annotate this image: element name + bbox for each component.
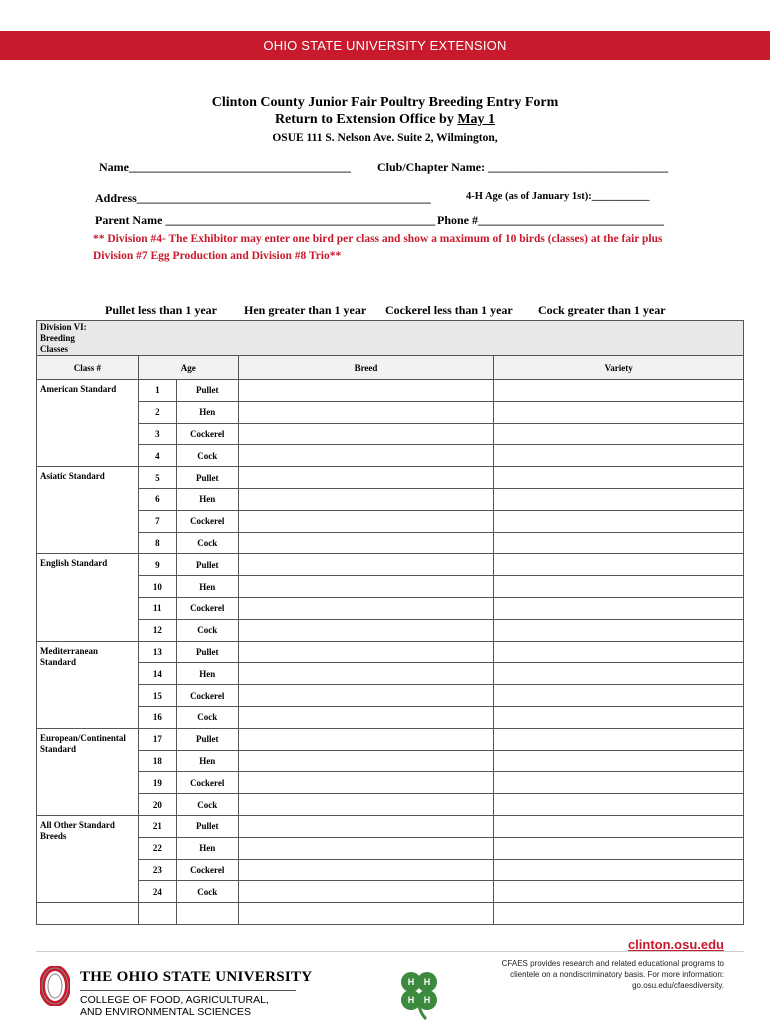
age-label: Cockerel [176,859,238,881]
table-row [37,423,744,445]
age-label: Hen [176,837,238,859]
university-rule [80,990,296,991]
breed-input-cell[interactable] [238,706,494,728]
table-row [37,597,744,619]
breed-input-cell[interactable] [238,423,494,445]
age-label: Cock [176,706,238,728]
table-row [37,619,744,641]
table-row [37,706,744,728]
breed-input-cell[interactable] [238,750,494,772]
breed-input-cell[interactable] [238,859,494,881]
entry-table [36,320,744,925]
age-label: Pullet [176,467,238,489]
age-label: Cockerel [176,597,238,619]
class-number: 4 [138,445,176,467]
breed-input-cell[interactable] [238,554,494,576]
class-group-label: English Standard [37,554,139,641]
table-row [37,663,744,685]
empty-cell[interactable] [494,903,744,925]
table-row [37,532,744,554]
empty-cell[interactable] [238,903,494,925]
class-group-label: Mediterranean Standard [37,641,139,728]
empty-cell[interactable] [138,903,176,925]
breed-input-cell[interactable] [238,532,494,554]
svg-text:H: H [423,995,431,1005]
breed-input-cell[interactable] [238,597,494,619]
return-date: May 1 [457,112,496,127]
breed-input-cell[interactable] [238,663,494,685]
age-label: Pullet [176,641,238,663]
table-row [37,859,744,881]
age-label: Hen [176,663,238,685]
disclaimer-text: CFAES provides research and related educational programs to clientele on a nondiscriminatory basis. For more information: go.osu.edu/cfaesdiversity. [501,959,724,990]
table-row [37,554,744,576]
age-label: Pullet [176,554,238,576]
age-label: Cock [176,881,238,903]
breed-input-cell[interactable] [238,576,494,598]
breed-input-cell[interactable] [238,794,494,816]
breed-input-cell[interactable] [238,445,494,467]
age-label: Cock [176,619,238,641]
variety-input-cell[interactable] [494,837,744,859]
class-number: 24 [138,881,176,903]
variety-input-cell[interactable] [494,423,744,445]
variety-input-cell[interactable] [494,728,744,750]
breed-input-cell[interactable] [238,380,494,402]
variety-input-cell[interactable] [494,380,744,402]
age-label: Hen [176,750,238,772]
age-label: Cockerel [176,423,238,445]
variety-input-cell[interactable] [494,510,744,532]
class-heading-cockerel: Cockerel less than 1 year [385,303,513,317]
age-label: Cockerel [176,772,238,794]
svg-text:H: H [407,995,415,1005]
variety-input-cell[interactable] [494,445,744,467]
class-number: 8 [138,532,176,554]
college-line-2: AND ENVIRONMENTAL SCIENCES [80,1006,251,1018]
class-number: 23 [138,859,176,881]
return-prefix: Return to Extension Office by [274,112,458,127]
division-row [37,321,744,356]
table-row [37,794,744,816]
table-row [37,401,744,423]
class-number: 7 [138,510,176,532]
variety-input-cell[interactable] [494,685,744,707]
form-title: Clinton County Junior Fair Poultry Breeding Entry Form [211,95,559,110]
variety-input-cell[interactable] [494,554,744,576]
variety-input-cell[interactable] [494,815,744,837]
name-field[interactable]: Name_____________________________________ [99,160,351,174]
class-heading-cock: Cock greater than 1 year [538,303,666,317]
variety-input-cell[interactable] [494,467,744,489]
table-row [37,510,744,532]
class-number: 16 [138,706,176,728]
variety-input-cell[interactable] [494,532,744,554]
table-row [37,488,744,510]
class-number: 10 [138,576,176,598]
class-heading-hen: Hen greater than 1 year [244,303,367,317]
table-row [37,576,744,598]
class-number: 3 [138,423,176,445]
class-heading-pullet: Pullet less than 1 year [105,303,217,317]
university-name: THE OHIO STATE UNIVERSITY [80,969,313,985]
return-instruction [0,112,770,128]
age-label: Cockerel [176,510,238,532]
variety-input-cell[interactable] [494,663,744,685]
empty-cell[interactable] [37,903,139,925]
class-number: 19 [138,772,176,794]
empty-cell[interactable] [176,903,238,925]
breed-input-cell[interactable] [238,619,494,641]
division-notice: ** Division #4- The Exhibitor may enter one bird per class and show a maximum of 10 birds (classes) at the fair plus Division #7 Egg Production and Division #8 Trio** [93,233,663,262]
division-label: Division VI: Breeding Classes [37,321,744,356]
table-row [37,685,744,707]
variety-input-cell[interactable] [494,641,744,663]
variety-input-cell[interactable] [494,794,744,816]
age-label: Hen [176,488,238,510]
age-label: Pullet [176,815,238,837]
table-row [37,772,744,794]
age-label: Pullet [176,380,238,402]
age-label: Pullet [176,728,238,750]
table-row [37,881,744,903]
osu-block-o-icon [40,966,70,1006]
class-number: 9 [138,554,176,576]
variety-input-cell[interactable] [494,772,744,794]
header-age: Age [138,356,238,380]
age-label: Cock [176,532,238,554]
breed-input-cell[interactable] [238,728,494,750]
age-label: Cockerel [176,685,238,707]
breed-input-cell[interactable] [238,772,494,794]
age-label: Hen [176,401,238,423]
header-row [37,356,744,380]
4h-clover-icon [393,968,445,1020]
address-field[interactable]: Address_________________________________________________ [95,191,431,205]
breed-input-cell[interactable] [238,815,494,837]
class-number: 17 [138,728,176,750]
header-breed: Breed [238,356,494,380]
table-row [37,467,744,489]
class-number: 2 [138,401,176,423]
age-label: Hen [176,576,238,598]
class-number: 11 [138,597,176,619]
age-label: Cock [176,794,238,816]
svg-text:H: H [407,977,415,987]
club-field[interactable]: Club/Chapter Name: ______________________________ [377,160,669,174]
breed-input-cell[interactable] [238,837,494,859]
table-row [37,380,744,402]
college-line-1: COLLEGE OF FOOD, AGRICULTURAL, [80,994,269,1006]
class-number: 1 [138,380,176,402]
class-number: 20 [138,794,176,816]
class-number: 15 [138,685,176,707]
breed-input-cell[interactable] [238,401,494,423]
table-row [37,837,744,859]
class-number: 21 [138,815,176,837]
breed-input-cell[interactable] [238,510,494,532]
variety-input-cell[interactable] [494,576,744,598]
table-row [37,815,744,837]
variety-input-cell[interactable] [494,859,744,881]
website-link[interactable]: clinton.osu.edu [627,937,724,952]
class-number: 22 [138,837,176,859]
header-class: Class # [37,356,139,380]
class-group-label: All Other Standard Breeds [37,815,139,902]
class-number: 12 [138,619,176,641]
parent-name-field[interactable]: Parent Name _____________________________________________ [95,213,436,227]
breed-input-cell[interactable] [238,467,494,489]
table-row-empty [37,903,744,925]
class-number: 5 [138,467,176,489]
svg-text:H: H [423,977,431,987]
variety-input-cell[interactable] [494,881,744,903]
variety-input-cell[interactable] [494,750,744,772]
class-number: 18 [138,750,176,772]
age-field[interactable]: 4-H Age (as of January 1st):___________ [466,191,650,202]
college-name [80,994,269,1018]
variety-input-cell[interactable] [494,401,744,423]
age-label: Cock [176,445,238,467]
variety-input-cell[interactable] [494,597,744,619]
breed-input-cell[interactable] [238,685,494,707]
class-group-label: Asiatic Standard [37,467,139,554]
variety-input-cell[interactable] [494,619,744,641]
header-variety: Variety [494,356,744,380]
office-address: OSUE 111 S. Nelson Ave. Suite 2, Wilmington, [272,132,498,144]
variety-input-cell[interactable] [494,488,744,510]
table-row [37,750,744,772]
table-row [37,641,744,663]
class-number: 6 [138,488,176,510]
phone-field[interactable]: Phone #_______________________________ [437,213,665,227]
table-row [37,728,744,750]
class-group-label: American Standard [37,380,139,467]
table-row [37,445,744,467]
breed-input-cell[interactable] [238,881,494,903]
extension-banner: OHIO STATE UNIVERSITY EXTENSION [0,31,770,60]
variety-input-cell[interactable] [494,706,744,728]
breed-input-cell[interactable] [238,641,494,663]
class-number: 13 [138,641,176,663]
class-number: 14 [138,663,176,685]
breed-input-cell[interactable] [238,488,494,510]
class-group-label: European/Continental Standard [37,728,139,815]
